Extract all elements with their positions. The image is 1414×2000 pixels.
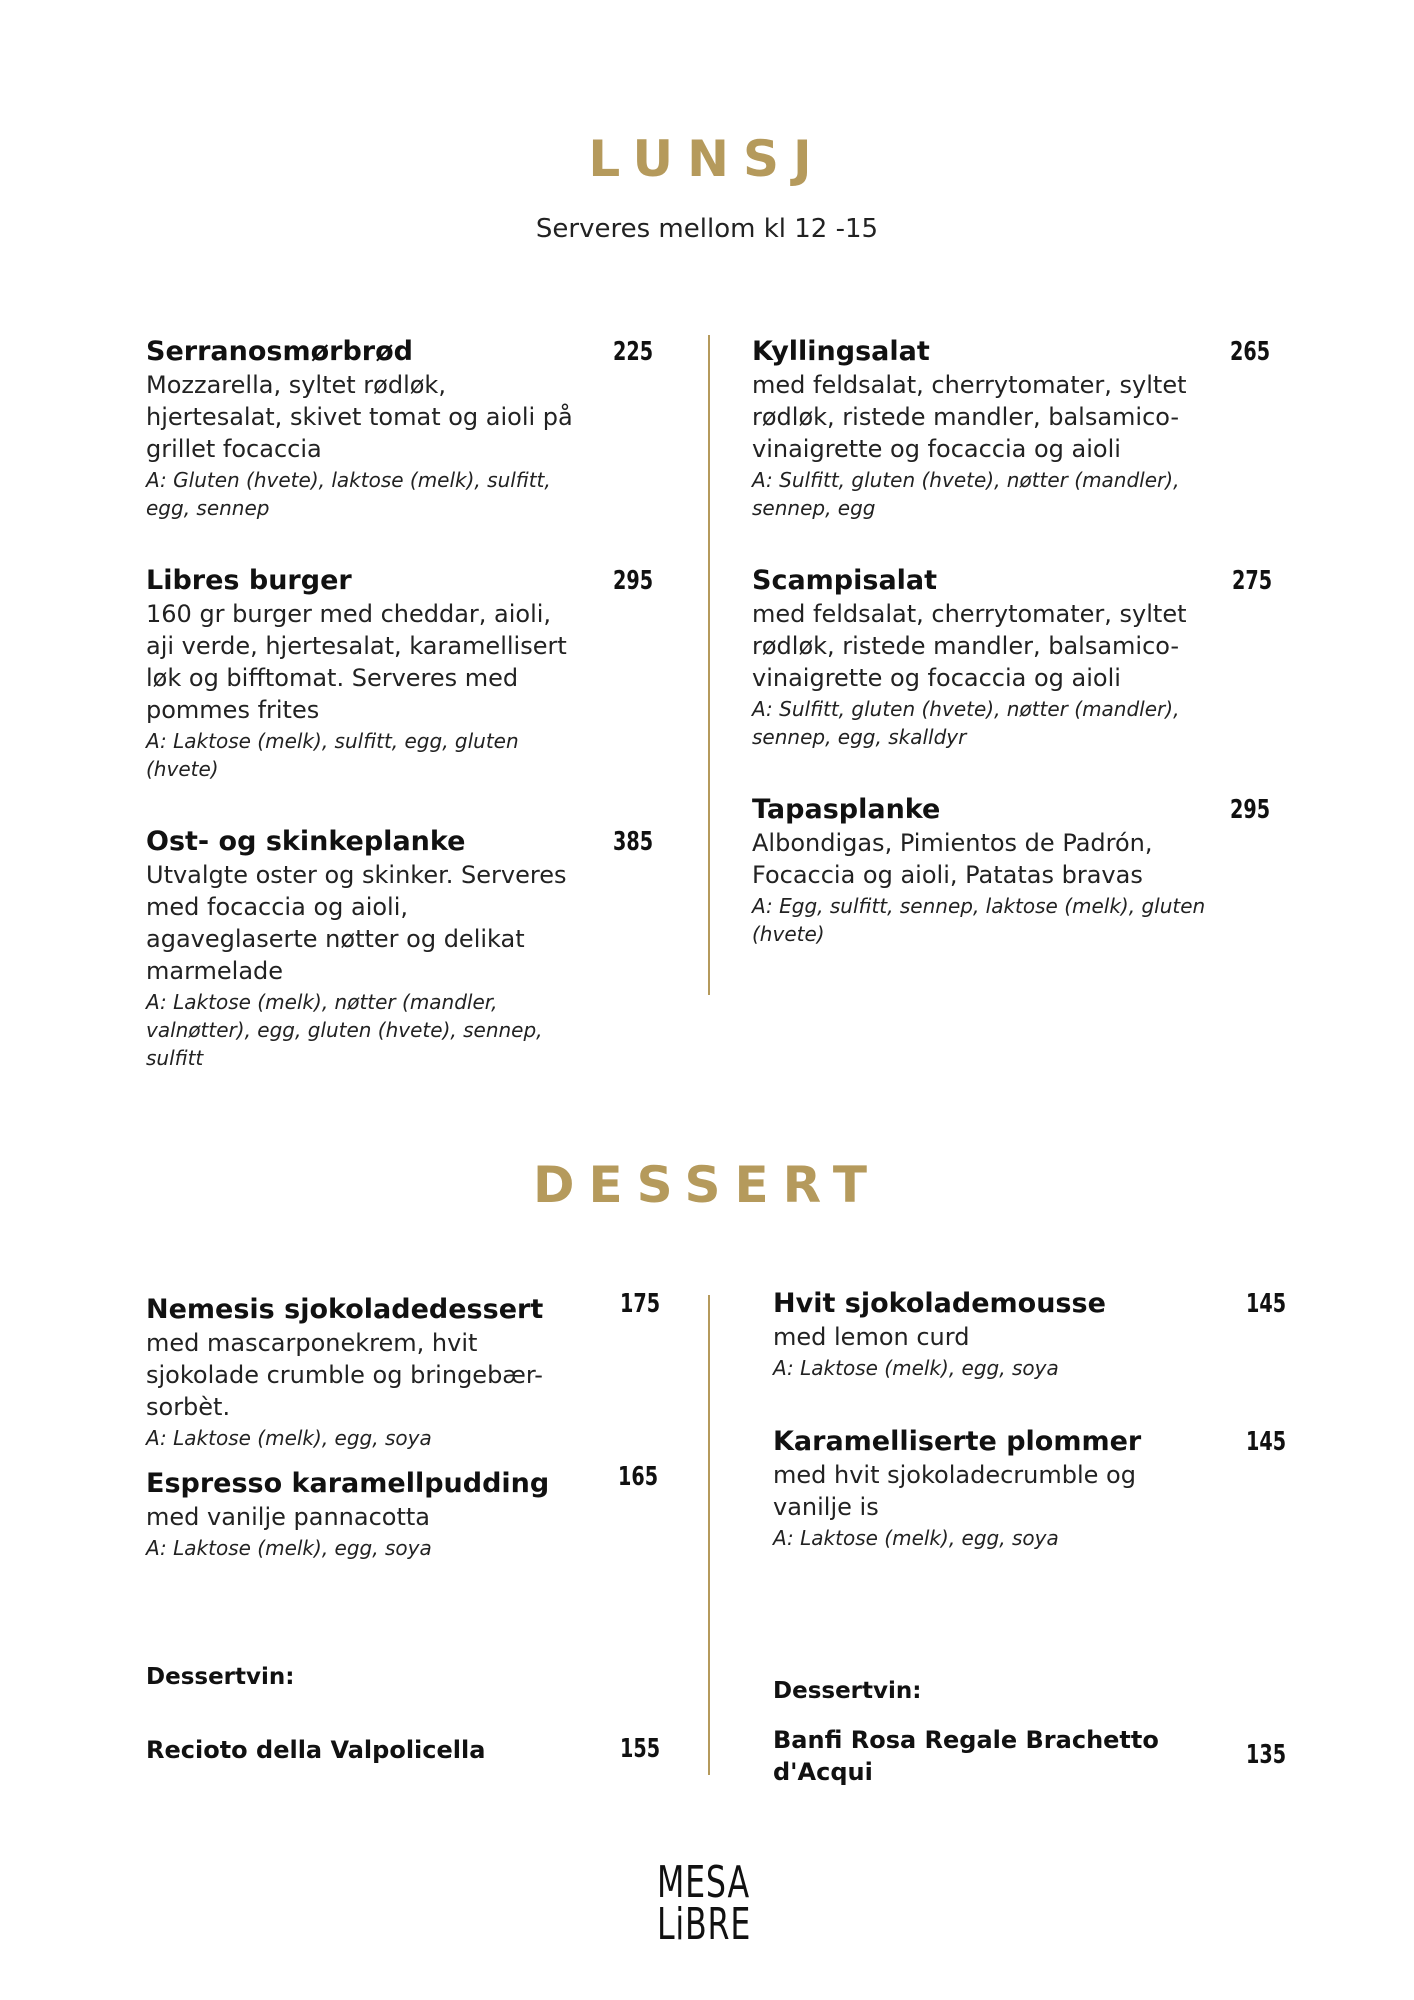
item-allergens: A: Laktose (melk), egg, soya bbox=[146, 1426, 432, 1450]
item-price: 295 bbox=[1230, 795, 1271, 825]
lunsj-subtitle: Serveres mellom kl 12 -15 bbox=[535, 214, 879, 244]
item-name: Kyllingsalat bbox=[752, 336, 930, 367]
logo-line2: LiBRE bbox=[657, 1899, 752, 1950]
item-description: med vanilje pannacotta bbox=[146, 1503, 431, 1531]
item-description: med feldsalat, cherrytomater, syltet rødløk, ristede mandler, balsamico-vinaigrette og focaccia og aioli bbox=[752, 371, 1187, 463]
menu-item-libres-burger bbox=[146, 565, 586, 783]
item-name: Ost- og skinkeplanke bbox=[146, 826, 466, 857]
item-name: Hvit sjokolademousse bbox=[773, 1288, 1106, 1319]
menu-item-karamelliserte-plommer bbox=[773, 1426, 1193, 1552]
menu-item-serranosmorbrod bbox=[146, 336, 586, 522]
item-description: med feldsalat, cherrytomater, syltet rødløk, ristede mandler, balsamico-vinaigrette og focaccia og aioli bbox=[752, 600, 1187, 692]
menu-item-scampisalat bbox=[752, 565, 1207, 751]
item-name: Espresso karamellpudding bbox=[146, 1468, 550, 1499]
item-description: Utvalgte oster og skinker. Serveres med focaccia og aioli, agaveglaserte nøtter og delikat marmelade bbox=[146, 861, 567, 985]
menu-item-ost-og-skinkeplanke bbox=[146, 826, 586, 1072]
item-price: 145 bbox=[1246, 1427, 1287, 1457]
item-price: 145 bbox=[1246, 1289, 1287, 1319]
item-price: 225 bbox=[613, 337, 654, 367]
menu-item-hvit-sjokolademousse bbox=[773, 1288, 1193, 1382]
item-allergens: A: Laktose (melk), egg, soya bbox=[773, 1356, 1059, 1380]
item-price: 385 bbox=[613, 827, 654, 857]
dessert-wine-label: Dessertvin: bbox=[773, 1678, 922, 1704]
item-description: med mascarponekrem, hvit sjokolade crumble og bringebær-sorbèt. bbox=[146, 1329, 543, 1421]
lunsj-divider bbox=[708, 335, 710, 995]
item-allergens: A: Gluten (hvete), laktose (melk), sulfitt, egg, sennep bbox=[146, 468, 551, 520]
item-name: Nemesis sjokoladedessert bbox=[146, 1294, 544, 1325]
dessert-wine-label: Dessertvin: bbox=[146, 1664, 295, 1690]
menu-item-nemesis-sjokoladedessert bbox=[146, 1294, 586, 1452]
item-price: 275 bbox=[1232, 566, 1273, 596]
item-description: med hvit sjokoladecrumble og vanilje is bbox=[773, 1461, 1136, 1521]
dessert-wine-price: 135 bbox=[1246, 1740, 1287, 1770]
item-allergens: A: Laktose (melk), egg, soya bbox=[146, 1536, 432, 1560]
item-price: 295 bbox=[613, 566, 654, 596]
lunsj-title: LUNSJ bbox=[588, 130, 826, 188]
dessert-wine-name: Recioto della Valpolicella bbox=[146, 1736, 486, 1764]
item-description: med lemon curd bbox=[773, 1323, 970, 1351]
logo-line1: MESA bbox=[657, 1857, 750, 1908]
dessert-wine-price: 155 bbox=[620, 1734, 661, 1764]
menu-item-tapasplanke bbox=[752, 794, 1207, 948]
item-name: Serranosmørbrød bbox=[146, 336, 413, 367]
item-name: Tapasplanke bbox=[752, 794, 941, 825]
item-allergens: A: Sulfitt, gluten (hvete), nøtter (mandler), sennep, egg, skalldyr bbox=[752, 697, 1180, 749]
item-name: Libres burger bbox=[146, 565, 352, 596]
menu-item-espresso-karamellpudding bbox=[146, 1468, 586, 1562]
item-allergens: A: Laktose (melk), egg, soya bbox=[773, 1526, 1059, 1550]
item-name: Karamelliserte plommer bbox=[773, 1426, 1142, 1457]
item-allergens: A: Egg, sulfitt, sennep, laktose (melk), gluten (hvete) bbox=[752, 894, 1206, 946]
item-allergens: A: Sulfitt, gluten (hvete), nøtter (mandler), sennep, egg bbox=[752, 468, 1180, 520]
item-allergens: A: Laktose (melk), nøtter (mandler, valnøtter), egg, gluten (hvete), sennep, sulfitt bbox=[146, 990, 543, 1070]
dessert-title: DESSERT bbox=[533, 1156, 881, 1214]
item-allergens: A: Laktose (melk), sulfitt, egg, gluten (hvete) bbox=[146, 729, 519, 781]
item-name: Scampisalat bbox=[752, 565, 938, 596]
item-description: Mozzarella, syltet rødløk, hjertesalat, skivet tomat og aioli på grillet focaccia bbox=[146, 371, 573, 463]
item-description: Albondigas, Pimientos de Padrón, Focaccia og aioli, Patatas bravas bbox=[752, 829, 1153, 889]
item-price: 165 bbox=[618, 1462, 659, 1492]
item-price: 175 bbox=[620, 1289, 661, 1319]
mesa-libre-logo bbox=[657, 1857, 752, 1950]
menu-item-kyllingsalat bbox=[752, 336, 1207, 522]
item-price: 265 bbox=[1230, 337, 1271, 367]
dessert-divider bbox=[708, 1295, 710, 1775]
item-description: 160 gr burger med cheddar, aioli, aji verde, hjertesalat, karamellisert løk og bifftomat. Serveres med pommes frites bbox=[146, 600, 567, 724]
dessert-wine-name: Banfi Rosa Regale Brachetto d'Acqui bbox=[773, 1726, 1159, 1786]
